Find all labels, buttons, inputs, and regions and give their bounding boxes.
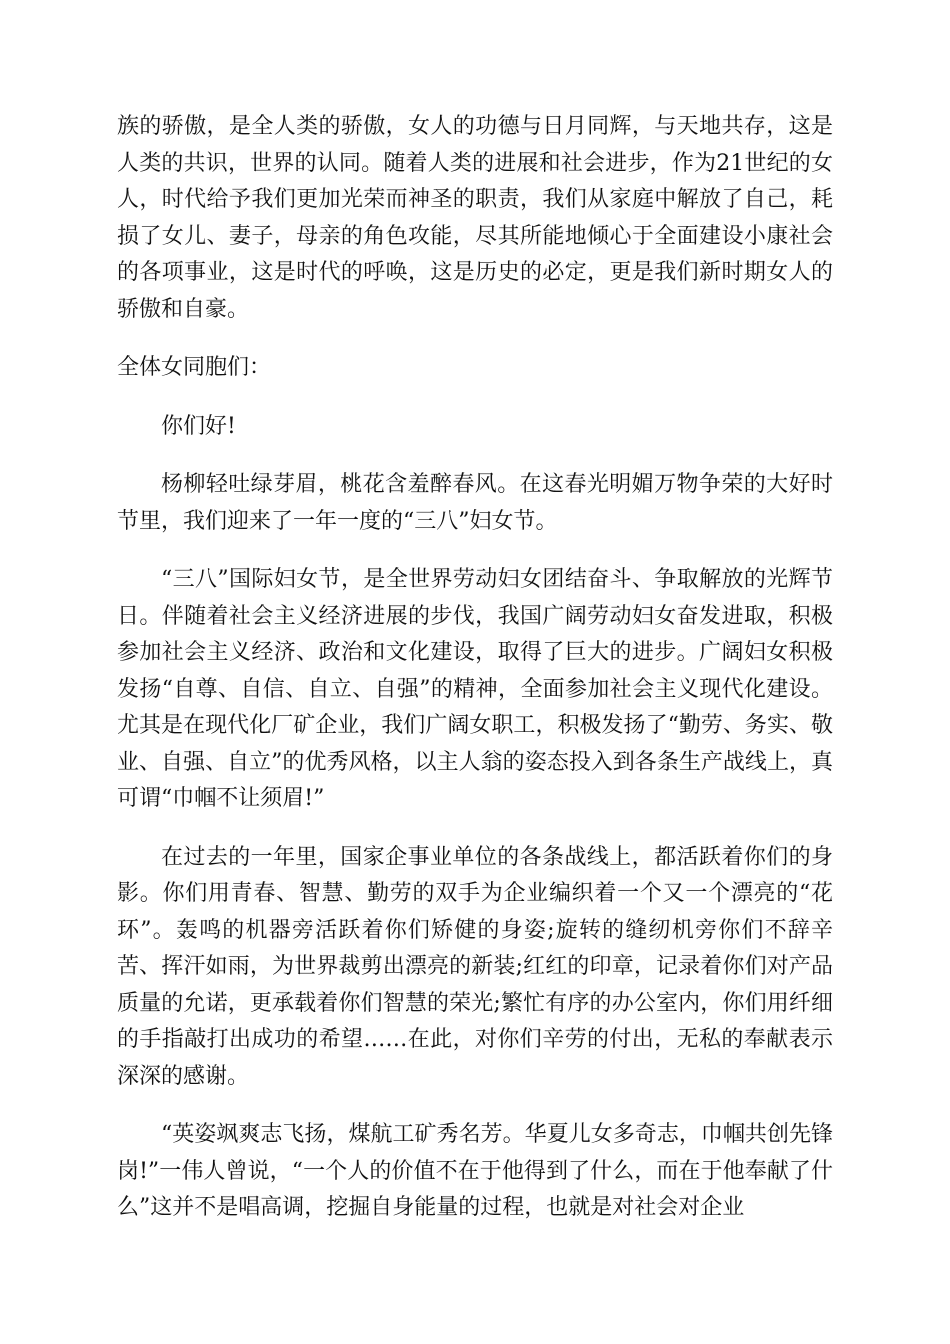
paragraph-womens-day: “三八”国际妇女节，是全世界劳动妇女团结奋斗、争取解放的光辉节日。伴随着社会主义经济进展的步伐，我国广阔劳动妇女奋发进取，积极参加社会主义经济、政治和文化建设，取得了巨大的进步。广阔妇女积极发扬“自尊、自信、自立、自强”的精神，全面参加社会主义现代化建设。尤其是在现代化厂矿企业，我们广阔女职工，积极发扬了“勤劳、务实、敬业、自强、自立”的优秀风格，以主人翁的姿态投入到各条生产战线上，真可谓“巾帼不让须眉!” xyxy=(117,567,833,811)
paragraph-spring: 杨柳轻吐绿芽眉，桃花含羞醉春风。在这春光明媚万物争荣的大好时节里，我们迎来了一年一度的“三八”妇女节。 xyxy=(117,472,833,534)
document-body xyxy=(117,109,833,1227)
paragraph-salutation: 全体女同胞们： xyxy=(117,355,272,380)
paragraph-greeting: 你们好! xyxy=(161,413,236,439)
paragraph-pride: 族的骄傲，是全人类的骄傲，女人的功德与日月同辉，与天地共存，这是人类的共识，世界的认同。随着人类的进展和社会进步，作为21世纪的女人，时代给予我们更加光荣而神圣的职责，我们从家庭中解放了自己，耗损了女儿、妻子，母亲的角色攻能，尽其所能地倾心于全面建设小康社会的各项事业，这是时代的呼唤，这是历史的必定，更是我们新时期女人的骄傲和自豪。 xyxy=(117,114,833,322)
paragraph-heroines: “英姿飒爽志飞扬，煤航工矿秀名芳。华夏儿女多奇志，巾帼共创先锋岗!”一伟人曾说，“一个人的价值不在于他得到了什么，而在于他奉献了什么”这并不是唱高调，挖掘自身能量的过程，也就是对社会对企业 xyxy=(117,1122,833,1220)
paragraph-past-year: 在过去的一年里，国家企事业单位的各条战线上，都活跃着你们的身影。你们用青春、智慧、勤劳的双手为企业编织着一个又一个漂亮的“花环”。轰鸣的机器旁活跃着你们矫健的身姿;旋转的缝纫机旁你们不辞辛苦、挥汗如雨，为世界裁剪出漂亮的新装;红红的印章，记录着你们对产品质量的允诺，更承载着你们智慧的荣光;繁忙有序的办公室内，你们用纤细的手指敲打出成功的希望……在此，对你们辛劳的付出，无私的奉献表示深深的感谢。 xyxy=(117,844,833,1089)
